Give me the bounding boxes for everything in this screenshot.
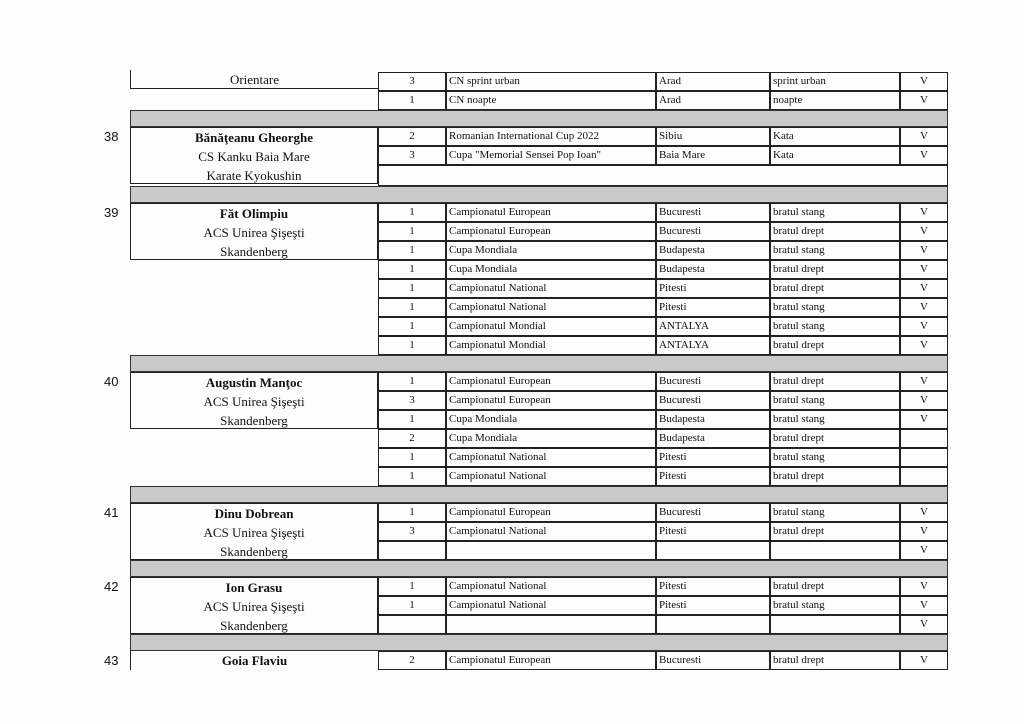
category-cell: bratul drept — [770, 467, 900, 486]
category-cell: bratul drept — [770, 651, 900, 670]
city-cell: Arad — [656, 72, 770, 91]
athlete-name: Goia Flaviu — [221, 653, 288, 668]
rank-cell: 3 — [378, 391, 446, 410]
category-cell: bratul drept — [770, 522, 900, 541]
validated-cell — [900, 448, 948, 467]
city-cell: Bucuresti — [656, 203, 770, 222]
category-cell: bratul drept — [770, 429, 900, 448]
category-cell: bratul stang — [770, 410, 900, 429]
rank-cell: 2 — [378, 127, 446, 146]
city-cell: Budapesta — [656, 260, 770, 279]
sport-name: Skandenberg — [220, 244, 288, 259]
city-cell: Pitesti — [656, 596, 770, 615]
competition-cell: Campionatul European — [446, 391, 656, 410]
city-cell: Budapesta — [656, 241, 770, 260]
rank-cell: 1 — [378, 372, 446, 391]
athlete-name: Augustin Manţoc — [205, 375, 303, 390]
competition-cell: Cupa Mondiala — [446, 260, 656, 279]
athlete-name: Bănăţeanu Gheorghe — [194, 130, 314, 145]
category-cell: bratul stang — [770, 448, 900, 467]
category-cell: bratul drept — [770, 260, 900, 279]
category-cell — [770, 541, 900, 560]
separator-band — [130, 355, 948, 372]
competition-cell: Campionatul National — [446, 448, 656, 467]
category-cell: noapte — [770, 91, 900, 110]
rank-cell: 3 — [378, 72, 446, 91]
separator-band — [130, 560, 948, 577]
athlete-name: Făt Olimpiu — [219, 206, 289, 221]
validated-cell: V — [900, 298, 948, 317]
rank-cell: 1 — [378, 467, 446, 486]
city-cell: Pitesti — [656, 522, 770, 541]
entry-number: 40 — [104, 374, 119, 389]
city-cell: Baia Mare — [656, 146, 770, 165]
rank-cell: 1 — [378, 203, 446, 222]
empty-merged-cell — [378, 165, 948, 186]
validated-cell: V — [900, 651, 948, 670]
competition-cell: Campionatul European — [446, 651, 656, 670]
validated-cell: V — [900, 541, 948, 560]
category-cell: bratul drept — [770, 336, 900, 355]
validated-cell — [900, 467, 948, 486]
sport-name: Skandenberg — [220, 544, 288, 559]
athlete-info — [130, 577, 378, 634]
city-cell: Bucuresti — [656, 222, 770, 241]
athlete-name: Ion Grasu — [225, 580, 283, 595]
athlete-name: Dinu Dobrean — [214, 506, 294, 521]
competition-cell: Campionatul European — [446, 372, 656, 391]
city-cell: ANTALYA — [656, 317, 770, 336]
entry-number: 41 — [104, 505, 119, 520]
category-cell: Kata — [770, 146, 900, 165]
competition-cell: Cupa Mondiala — [446, 429, 656, 448]
category-cell: bratul stang — [770, 317, 900, 336]
city-cell: Bucuresti — [656, 503, 770, 522]
competition-cell: Campionatul Mondial — [446, 336, 656, 355]
competition-cell: Campionatul European — [446, 503, 656, 522]
validated-cell: V — [900, 503, 948, 522]
competition-cell: Romanian International Cup 2022 — [446, 127, 656, 146]
city-cell: Pitesti — [656, 577, 770, 596]
city-cell — [656, 615, 770, 634]
competition-cell: Cupa "Memorial Sensei Pop Ioan" — [446, 146, 656, 165]
validated-cell: V — [900, 317, 948, 336]
validated-cell: V — [900, 241, 948, 260]
competition-cell: Cupa Mondiala — [446, 241, 656, 260]
rank-cell: 1 — [378, 448, 446, 467]
validated-cell — [900, 429, 948, 448]
validated-cell: V — [900, 577, 948, 596]
competition-cell: Campionatul European — [446, 203, 656, 222]
separator-band — [130, 186, 948, 203]
validated-cell: V — [900, 279, 948, 298]
city-cell: Pitesti — [656, 467, 770, 486]
validated-cell: V — [900, 522, 948, 541]
category-cell: bratul drept — [770, 279, 900, 298]
athlete-info — [130, 127, 378, 184]
club-name: ACS Unirea Şişeşti — [203, 599, 305, 614]
rank-cell: 1 — [378, 298, 446, 317]
athlete-info — [130, 503, 378, 560]
competition-cell — [446, 541, 656, 560]
competition-cell — [446, 615, 656, 634]
rank-cell: 1 — [378, 260, 446, 279]
entry-number: 42 — [104, 579, 119, 594]
rank-cell: 1 — [378, 577, 446, 596]
athlete-info — [130, 70, 378, 89]
validated-cell: V — [900, 72, 948, 91]
rank-cell — [378, 615, 446, 634]
sport-name: Orientare — [229, 72, 280, 87]
city-cell: Budapesta — [656, 410, 770, 429]
rank-cell: 3 — [378, 146, 446, 165]
club-name: ACS Unirea Şişeşti — [203, 225, 305, 240]
rank-cell: 1 — [378, 503, 446, 522]
category-cell: sprint urban — [770, 72, 900, 91]
club-name: ACS Unirea Şişeşti — [203, 525, 305, 540]
sport-name: Skandenberg — [220, 618, 288, 633]
athlete-info — [130, 203, 378, 260]
validated-cell: V — [900, 222, 948, 241]
validated-cell: V — [900, 127, 948, 146]
club-name: ACS Unirea Şişeşti — [203, 394, 305, 409]
category-cell: bratul stang — [770, 241, 900, 260]
category-cell: bratul stang — [770, 203, 900, 222]
entry-number: 39 — [104, 205, 119, 220]
entry-number: 43 — [104, 653, 119, 668]
city-cell: Pitesti — [656, 448, 770, 467]
validated-cell: V — [900, 91, 948, 110]
rank-cell: 1 — [378, 222, 446, 241]
club-name: CS Kanku Baia Mare — [198, 149, 310, 164]
competition-cell: Campionatul National — [446, 279, 656, 298]
city-cell: Bucuresti — [656, 651, 770, 670]
validated-cell: V — [900, 391, 948, 410]
rank-cell: 2 — [378, 651, 446, 670]
validated-cell: V — [900, 410, 948, 429]
separator-band — [130, 634, 948, 651]
city-cell: Bucuresti — [656, 372, 770, 391]
city-cell: ANTALYA — [656, 336, 770, 355]
competition-cell: Campionatul National — [446, 577, 656, 596]
separator-band — [130, 486, 948, 503]
validated-cell: V — [900, 596, 948, 615]
rank-cell — [378, 541, 446, 560]
category-cell: bratul stang — [770, 503, 900, 522]
validated-cell: V — [900, 615, 948, 634]
category-cell: bratul drept — [770, 222, 900, 241]
competition-cell: Campionatul European — [446, 222, 656, 241]
city-cell: Sibiu — [656, 127, 770, 146]
category-cell: bratul stang — [770, 298, 900, 317]
separator-band — [130, 110, 948, 127]
rank-cell: 1 — [378, 317, 446, 336]
city-cell: Budapesta — [656, 429, 770, 448]
competition-cell: CN sprint urban — [446, 72, 656, 91]
validated-cell: V — [900, 336, 948, 355]
city-cell — [656, 541, 770, 560]
athlete-info — [130, 372, 378, 429]
athlete-info — [130, 651, 378, 670]
city-cell: Pitesti — [656, 279, 770, 298]
competition-cell: Campionatul National — [446, 298, 656, 317]
validated-cell: V — [900, 203, 948, 222]
category-cell: bratul stang — [770, 596, 900, 615]
sport-name: Karate Kyokushin — [206, 168, 302, 183]
rank-cell: 1 — [378, 596, 446, 615]
city-cell: Bucuresti — [656, 391, 770, 410]
competition-cell: Campionatul National — [446, 467, 656, 486]
city-cell: Arad — [656, 91, 770, 110]
category-cell — [770, 615, 900, 634]
category-cell: bratul drept — [770, 372, 900, 391]
competition-cell: Campionatul Mondial — [446, 317, 656, 336]
rank-cell: 1 — [378, 336, 446, 355]
competition-cell: Cupa Mondiala — [446, 410, 656, 429]
rank-cell: 1 — [378, 91, 446, 110]
city-cell: Pitesti — [656, 298, 770, 317]
competition-cell: Campionatul National — [446, 522, 656, 541]
sport-name: Skandenberg — [220, 413, 288, 428]
rank-cell: 1 — [378, 410, 446, 429]
category-cell: bratul drept — [770, 577, 900, 596]
validated-cell: V — [900, 146, 948, 165]
entry-number: 38 — [104, 129, 119, 144]
rank-cell: 1 — [378, 279, 446, 298]
validated-cell: V — [900, 372, 948, 391]
rank-cell: 1 — [378, 241, 446, 260]
category-cell: Kata — [770, 127, 900, 146]
validated-cell: V — [900, 260, 948, 279]
category-cell: bratul stang — [770, 391, 900, 410]
rank-cell: 3 — [378, 522, 446, 541]
competition-cell: Campionatul National — [446, 596, 656, 615]
competition-cell: CN noapte — [446, 91, 656, 110]
rank-cell: 2 — [378, 429, 446, 448]
